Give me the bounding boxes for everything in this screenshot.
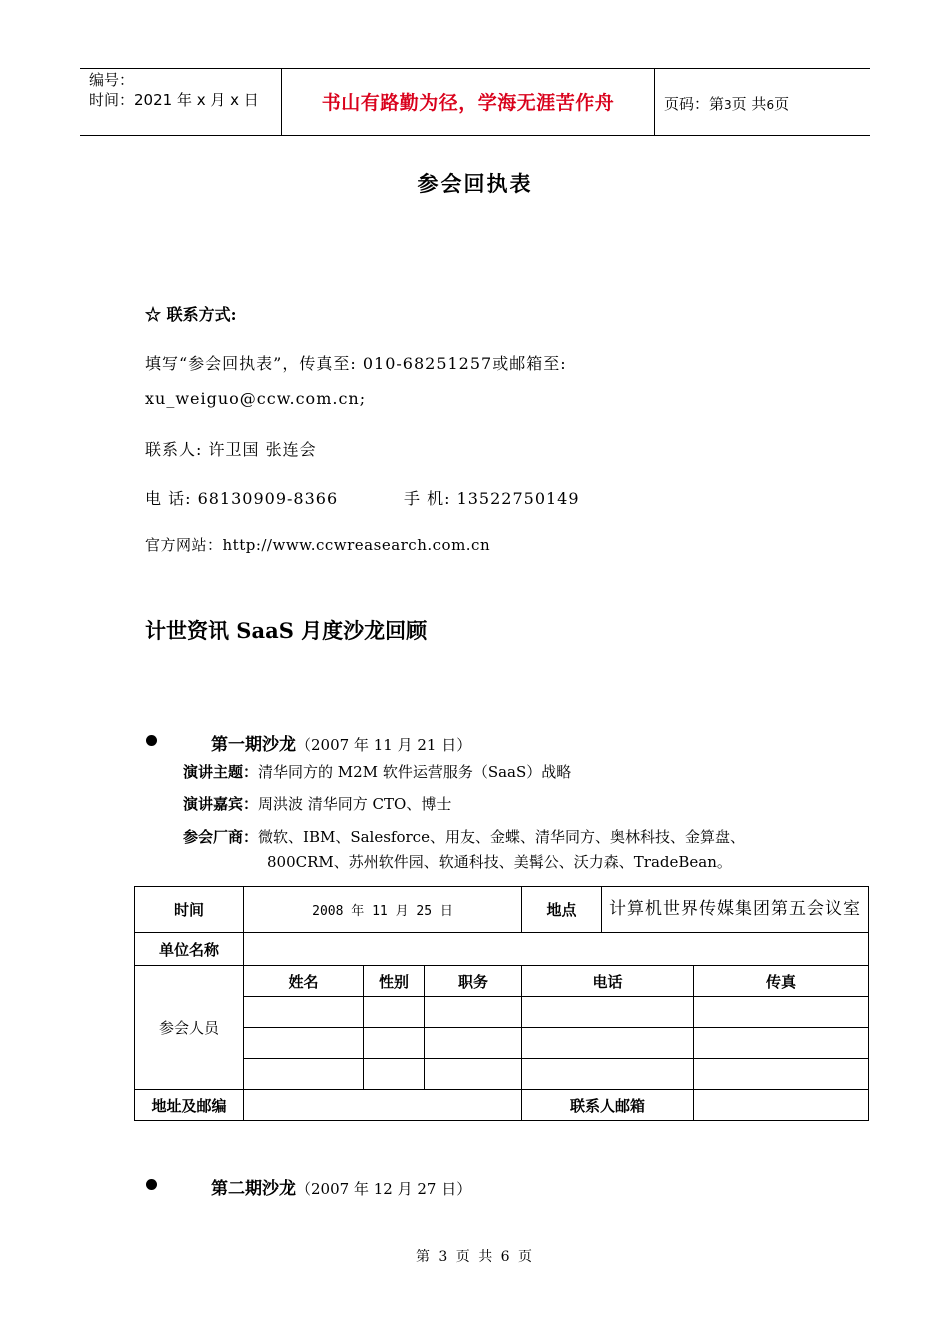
salon1-date: （2007 年 11 月 21 日） [296,736,472,754]
column-header: 姓名 [244,966,364,997]
form-row-attendee-header [135,966,869,997]
header-bottom-rule [80,135,870,136]
address-label-cell: 地址及邮编 [135,1090,244,1121]
salon1-guest: 演讲嘉宾：周洪波 清华同方 CTO、博士 [183,795,452,813]
email-label-cell: 联系人邮箱 [522,1090,694,1121]
salon2-title: 第二期沙龙 [211,1179,296,1199]
attendee-position-cell[interactable] [425,1028,522,1059]
address-input-cell[interactable] [244,1090,522,1121]
contact-heading: ☆ 联系方式: [145,305,237,324]
column-header: 电话 [522,966,694,997]
email-input-cell[interactable] [694,1090,869,1121]
location-value-cell[interactable]: 计算机世界传媒集团第五会议室 [602,887,869,933]
form-row-time [135,887,869,933]
unit-input-cell[interactable] [244,933,869,966]
contact-email: xu_weiguo@ccw.com.cn; [145,389,367,408]
attendees-label-cell: 参会人员 [135,966,244,1090]
salon2-heading [211,1174,471,1199]
attendee-phone-cell[interactable] [522,1028,694,1059]
salon1-vendors: 参会厂商：微软、IBM、Salesforce、用友、金蝶、清华同方、奥林科技、金算盘、 800CRM、苏州软件园、软通科技、美髯公、沃力森、TradeBean。 [183,828,745,871]
form-row-address [135,1090,869,1121]
column-header: 性别 [364,966,425,997]
attendee-position-cell[interactable] [425,997,522,1028]
salon1-heading [211,730,471,755]
form-row-unit [135,933,869,966]
attendee-row [135,1028,869,1059]
serial-label: 编号： [89,71,135,89]
contact-mobile: 手 机: 13522750149 [404,489,580,508]
attendee-gender-cell[interactable] [364,997,425,1028]
attendee-row [135,1059,869,1090]
document-title: 参会回执表 [417,171,533,196]
contact-website: 官方网站：http://www.ccwreasearch.com.cn [145,536,491,554]
header-top-rule [80,68,870,69]
registration-form [134,886,869,1121]
attendee-fax-cell[interactable] [694,997,869,1028]
attendee-name-cell[interactable] [244,1059,364,1090]
column-header: 职务 [425,966,522,997]
salon1-title: 第一期沙龙 [211,735,296,755]
time-value-cell[interactable]: 2008 年 11 月 25 日 [244,887,522,933]
attendee-fax-cell[interactable] [694,1028,869,1059]
attendee-position-cell[interactable] [425,1059,522,1090]
column-header: 传真 [694,966,869,997]
attendee-fax-cell[interactable] [694,1059,869,1090]
attendee-name-cell[interactable] [244,997,364,1028]
attendee-row [135,997,869,1028]
header-info [89,70,259,110]
salon1-topic: 演讲主题：清华同方的 M2M 软件运营服务（SaaS）战略 [183,763,572,781]
attendee-phone-cell[interactable] [522,1059,694,1090]
contact-instructions: 填写“参会回执表”，传真至: 010-68251257或邮箱至: [145,354,567,373]
attendee-phone-cell[interactable] [522,997,694,1028]
page-footer: 第 3 页 共 6 页 [415,1249,535,1265]
time-label-cell: 时间 [135,887,244,933]
attendee-gender-cell[interactable] [364,1059,425,1090]
section-title: 计世资讯 SaaS 月度沙龙回顾 [145,618,428,643]
header-divider [654,68,655,136]
attendee-gender-cell[interactable] [364,1028,425,1059]
salon2-date: （2007 年 12 月 27 日） [296,1180,472,1198]
location-label-cell: 地点 [522,887,602,933]
header-page-number: 页码：第3页 共6页 [664,95,790,113]
bullet-icon [146,1179,157,1190]
time-label: 时间：2021 年 x 月 x 日 [89,91,259,109]
contact-persons: 联系人: 许卫国 张连会 [145,440,317,459]
unit-label-cell: 单位名称 [135,933,244,966]
header-motto: 书山有路勤为径，学海无涯苦作舟 [321,92,615,114]
attendee-name-cell[interactable] [244,1028,364,1059]
contact-phone: 电 话: 68130909-8366 [145,489,339,508]
bullet-icon [146,735,157,746]
